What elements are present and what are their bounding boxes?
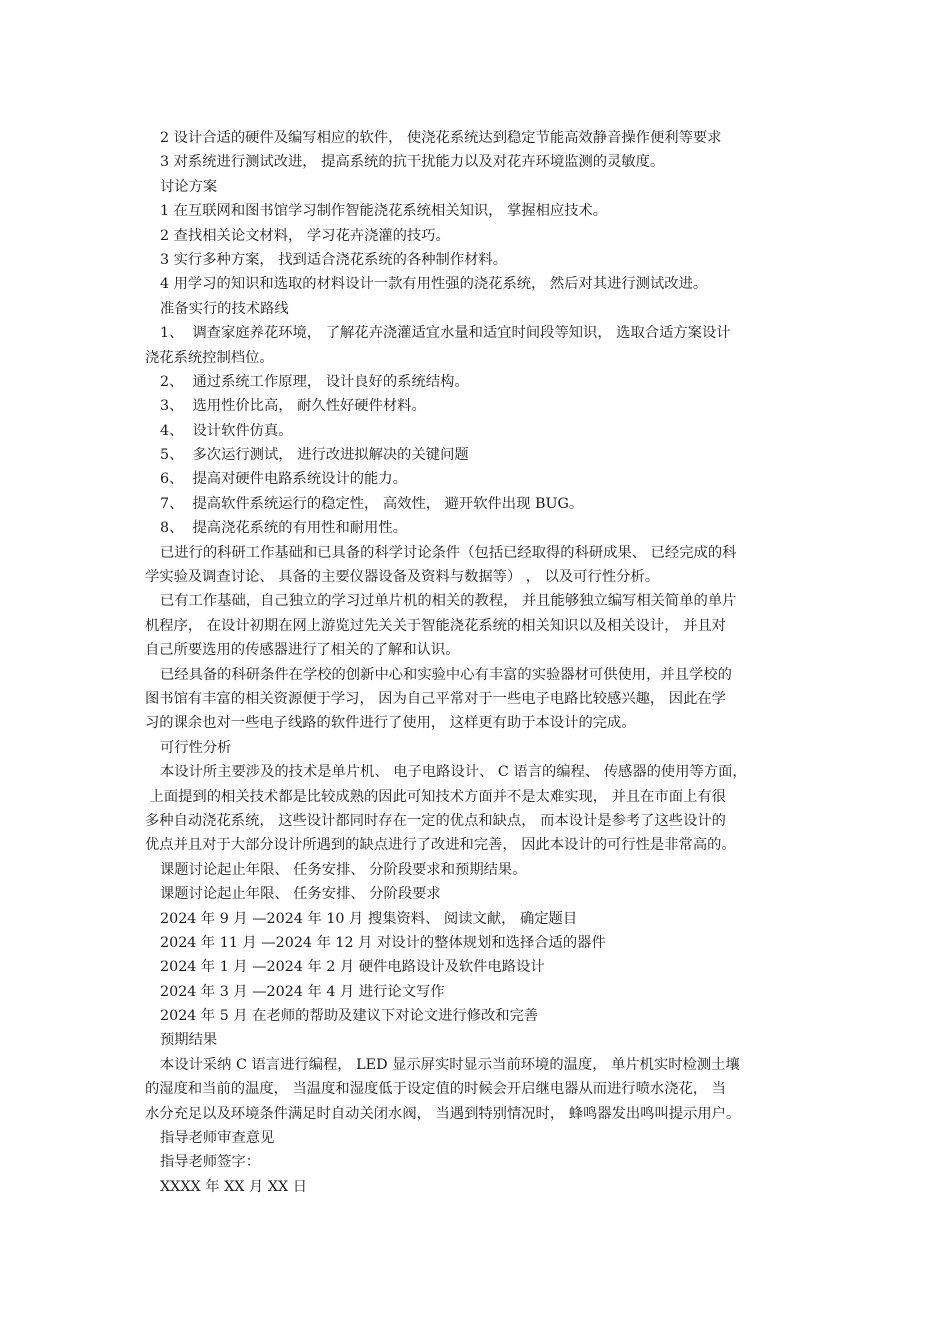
text-line: 3 实行多种方案， 找到适合浇花系统的各种制作材料。	[160, 251, 508, 268]
text-line: 4、 设计软件仿真。	[160, 422, 293, 439]
text-line: 已进行的科研工作基础和已具备的科学讨论条件（包括已经取得的科研成果、 已经完成的科	[160, 544, 737, 561]
text-line: 的湿度和当前的温度， 当温度和湿度低于设定值的时候会开启继电器从而进行喷水浇花， 当	[145, 1081, 726, 1098]
text-line: 课题讨论起止年限、 任务安排、 分阶段要求	[160, 886, 441, 903]
text-line: 3、 选用性价比高， 耐久性好硬件材料。	[160, 398, 426, 415]
text-line: 可行性分析	[160, 739, 232, 756]
text-line: 多种自动浇花系统， 这些设计都同时存在一定的优点和缺点， 而本设计是参考了这些设计的	[145, 812, 726, 829]
text-line: 2024 年 9 月 —2024 年 10 月 搜集资料、 阅读文献， 确定题目	[160, 910, 578, 927]
text-line: 水分充足以及环境条件满足时自动关闭水阀， 当遇到特别情况时， 蜂鸣器发出鸣叫提示用户。	[145, 1105, 741, 1122]
text-line: 本设计所主要涉及的技术是单片机、 电子电路设计、 C 语言的编程、 传感器的使用等方面，	[160, 764, 747, 781]
text-line: 6、 提高对硬件电路系统设计的能力。	[160, 471, 407, 488]
text-line: XXXX 年 XX 月 XX 日	[160, 1178, 308, 1195]
text-line: 2、 通过系统工作原理， 设计良好的系统结构。	[160, 373, 469, 390]
text-line: 准备实行的技术路线	[160, 300, 289, 317]
text-line: 3 对系统进行测试改进， 提高系统的抗干扰能力以及对花卉环境监测的灵敏度。	[160, 154, 665, 171]
text-line: 本设计采纳 C 语言进行编程， LED 显示屏实时显示当前环境的温度， 单片机实时检测土壤	[160, 1056, 740, 1073]
text-line: 5、 多次运行测试， 进行改进拟解决的关键问题	[160, 447, 469, 464]
text-line: 2024 年 5 月 在老师的帮助及建议下对论文进行修改和完善	[160, 1008, 539, 1025]
text-line: 2024 年 11 月 —2024 年 12 月 对设计的整体规划和选择合适的器件	[160, 934, 606, 951]
text-line: 优点并且对于大部分设计所遇到的缺点进行了改进和完善， 因此本设计的可行性是非常高的。	[145, 837, 736, 854]
document-body	[145, 126, 810, 1199]
text-line: 指导老师审查意见	[160, 1130, 275, 1147]
text-line: 1、 调查家庭养花环境， 了解花卉浇灌适宜水量和适宜时间段等知识， 选取合适方案设计	[160, 325, 731, 342]
text-line: 图书馆有丰富的相关资源便于学习， 因为自己平常对于一些电子电路比较感兴趣， 因此在学	[145, 690, 726, 707]
text-line: 2 设计合适的硬件及编写相应的软件， 使浇花系统达到稳定节能高效静音操作便利等要求	[160, 130, 722, 146]
text-line: 自己所要选用的传感器进行了相关的了解和认识。	[145, 642, 460, 659]
text-line: 已有工作基础，自己独立的学习过单片机的相关的教程， 并且能够独立编写相关简单的单片	[160, 593, 737, 610]
text-line: 已经具备的科研条件在学校的创新中心和实验中心有丰富的实验器材可供使用，并且学校的	[160, 666, 732, 683]
text-line: 8、 提高浇花系统的有用性和耐用性。	[160, 520, 407, 537]
text-line: 上面提到的相关技术都是比较成熟的因此可知技术方面并不是太难实现， 并且在市面上有很	[145, 788, 726, 805]
text-line: 预期结果	[160, 1032, 218, 1049]
text-line: 2024 年 1 月 —2024 年 2 月 硬件电路设计及软件电路设计	[160, 959, 545, 976]
text-line: 4 用学习的知识和选取的材料设计一款有用性强的浇花系统， 然后对其进行测试改进。	[160, 276, 708, 293]
text-line: 2 查找相关论文材料， 学习花卉浇灌的技巧。	[160, 227, 450, 244]
text-line: 指导老师签字：	[160, 1154, 261, 1171]
text-line: 讨论方案	[160, 178, 218, 195]
text-line: 1 在互联网和图书馆学习制作智能浇花系统相关知识， 掌握相应技术。	[160, 203, 608, 220]
text-line: 2024 年 3 月 —2024 年 4 月 进行论文写作	[160, 983, 445, 1000]
text-line: 课题讨论起止年限、 任务安排、 分阶段要求和预期结果。	[160, 861, 527, 878]
text-line: 7、 提高软件系统运行的稳定性， 高效性， 避开软件出现 BUG。	[160, 495, 584, 512]
text-line: 习的课余也对一些电子线路的软件进行了使用， 这样更有助于本设计的完成。	[145, 715, 636, 732]
text-line: 学实验及调查讨论、 具备的主要仪器设备及资料与数据等） ， 以及可行性分析。	[145, 569, 660, 586]
text-line: 浇花系统控制档位。	[145, 349, 274, 366]
text-line: 机程序， 在设计初期在网上游览过先关关于智能浇花系统的相关知识以及相关设计， 并且对	[145, 617, 726, 634]
